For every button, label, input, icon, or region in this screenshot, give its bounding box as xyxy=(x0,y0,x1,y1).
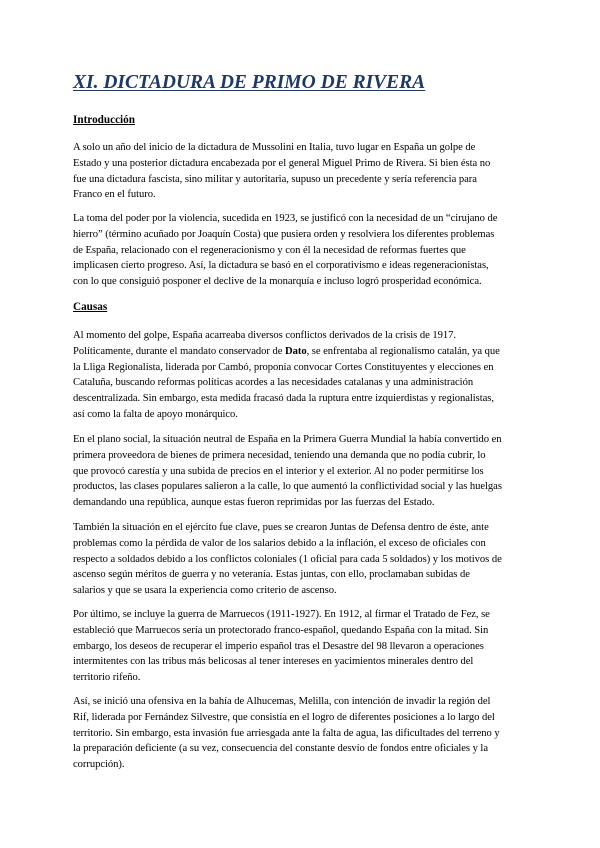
text-line: así como la falta de apoyo monárquico. xyxy=(73,408,238,420)
text-line: fue una dictadura fascista, sino militar y autoritaria, supuso un precedente y sería referencia para xyxy=(73,173,477,185)
document-title: XI. DICTADURA DE PRIMO DE RIVERA xyxy=(73,72,426,93)
text-segment: Políticamente, durante el mandato conservador de xyxy=(73,345,285,357)
text-line: También la situación en el ejército fue clave, pues se crearon Juntas de Defensa dentro de éste, ante xyxy=(73,522,489,533)
paragraph-causas-4 xyxy=(73,607,529,686)
text-line: territorio. Sin embargo, esta invasión fue arriesgada ante la falta de agua, las dificultades del terreno y xyxy=(73,727,500,739)
paragraph-causas-3 xyxy=(73,520,529,599)
text-line: Estado y una posterior dictadura encabezada por el general Miguel Primo de Rivera. Si bien ésta no xyxy=(73,157,491,169)
paragraph-causas-1 xyxy=(73,328,529,423)
text-line: que provocó carestía y una subida de precios en el interior y el exterior. Al no poder permitirse los xyxy=(73,465,484,477)
text-line: ascenso según méritos de guerra y no veteranía. Estas juntas, con ello, proclamaban subidas de xyxy=(73,569,470,581)
text-line: embargo, los deseos de recuperar el imperio español tras el Desastre del 98 llevaron a operaciones xyxy=(73,640,484,652)
text-line: problemas como la pérdida de valor de los salarios debido a la inflación, el exceso de oficiales con xyxy=(73,537,486,549)
text-line: respecto a soldados debido a los conflictos coloniales (1 oficial para cada 5 soldados) y los motivos de xyxy=(73,553,502,565)
section-heading-introduccion: Introducción xyxy=(73,114,135,126)
text-line: hierro” (término acuñado por Joaquín Costa) que pusiera orden y resolviera los diferentes problemas xyxy=(73,228,495,240)
section-heading-causas: Causas xyxy=(73,301,108,313)
text-line xyxy=(73,344,529,360)
text-segment: , se enfrentaba al regionalismo catalán, ya que xyxy=(306,345,500,357)
paragraph-intro-2 xyxy=(73,211,529,290)
text-line: Por último, se incluye la guerra de Marruecos (1911-1927). En 1912, al firmar el Tratado de Fez, se xyxy=(73,609,490,620)
text-line: de España, relacionado con el regeneracionismo y con él la necesidad de reformas fuertes que xyxy=(73,244,466,256)
text-line: Franco en el futuro. xyxy=(73,189,156,201)
text-line: la Lliga Regionalista, liderada por Cambó, proponía convocar Cortes Constituyentes y elecciones en xyxy=(73,361,494,373)
text-line: En el plano social, la situación neutral de España en la Primera Guerra Mundial la había convertido en xyxy=(73,434,502,445)
text-line: salarios y que se usara la experiencia como criterio de ascenso. xyxy=(73,585,337,597)
paragraph-causas-5 xyxy=(73,694,529,773)
text-line: descentralizada. Sin embargo, esta medida fracasó dada la ruptura entre izquierdistas y regionalistas, xyxy=(73,393,494,405)
paragraph-intro-1 xyxy=(73,140,529,203)
text-line: estableció que Marruecos sería un protectorado franco-español, quedando España con la mitad. Sin xyxy=(73,624,489,636)
text-line: demandando una república, aunque estas fueron reprimidas por las fuerzas del Estado. xyxy=(73,497,435,509)
text-line: la preparación deficiente (a su vez, consecuencia del constante desvío de fondos entre oficiales y la xyxy=(73,743,488,755)
text-line: productos, las clases populares salieron a la calle, lo que aumentó la conflictividad social y las huelgas xyxy=(73,481,502,493)
text-line: A solo un año del inicio de la dictadura de Mussolini en Italia, tuvo lugar en España un golpe de xyxy=(73,142,476,153)
text-line: intermitentes con las tribus más belicosas al tener intereses en yacimientos minerales dentro del xyxy=(73,656,474,668)
text-line: con lo que consiguió posponer el declive de la monarquía e incluso logró prosperidad económica. xyxy=(73,276,482,288)
text-line: primera proveedora de bienes de primera necesidad, teniendo una demanda que no podía cubrir, lo xyxy=(73,449,486,461)
text-line: Rif, liderada por Fernández Silvestre, que consistía en el logro de diferentes posiciones a lo largo del xyxy=(73,711,495,723)
text-line: Al momento del golpe, España acarreaba diversos conflictos derivados de la crisis de 1917. xyxy=(73,330,456,341)
text-line: La toma del poder por la violencia, sucedida en 1923, se justificó con la necesidad de un “cirujano de xyxy=(73,213,498,224)
text-line: implicasen cierto progreso. Así, la dictadura se basó en el corporativismo e ideas regeneracionistas, xyxy=(73,260,489,272)
text-line: corrupción). xyxy=(73,759,125,771)
text-line: territorio rifeño. xyxy=(73,672,141,684)
bold-name-dato: Dato xyxy=(285,345,307,357)
paragraph-causas-2 xyxy=(73,432,529,511)
text-line: Así, se inició una ofensiva en la bahía de Alhucemas, Melilla, con intención de invadir la región del xyxy=(73,696,491,707)
text-line: Cataluña, buscando reformas políticas acordes a las necesidades catalanas y una administración xyxy=(73,377,474,389)
